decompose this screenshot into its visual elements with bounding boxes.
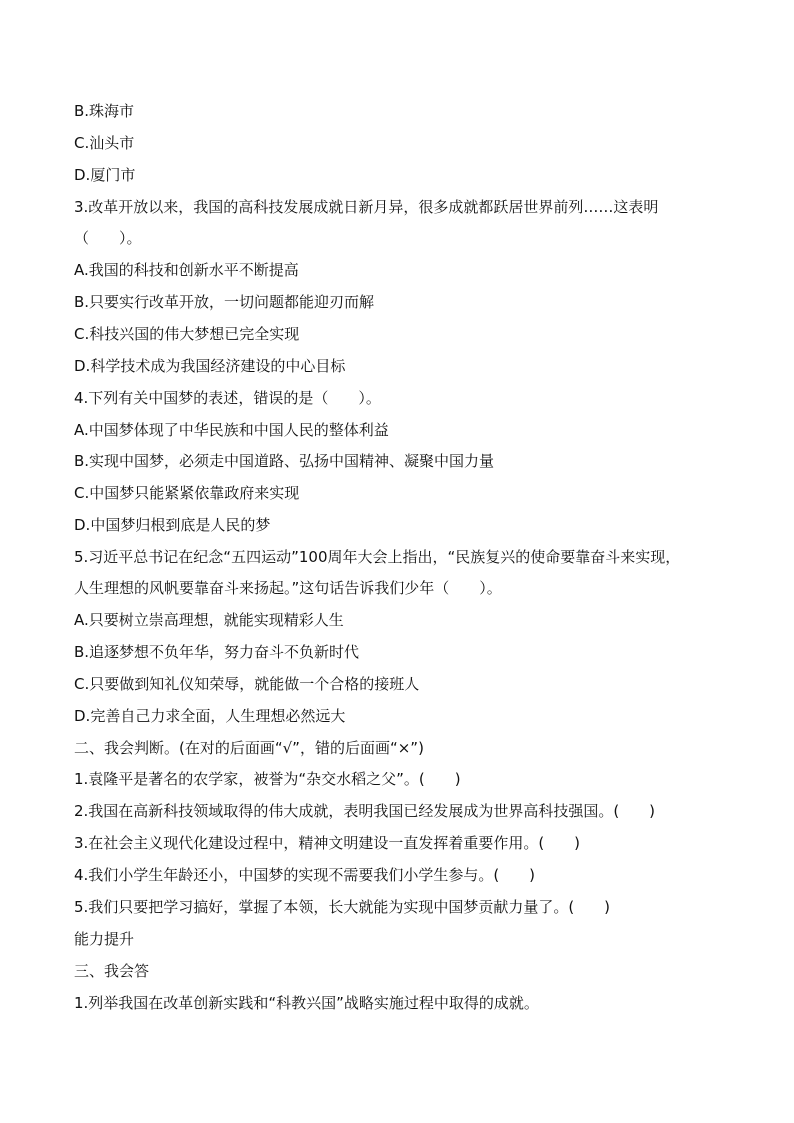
q5-option-a: A.只要树立崇高理想，就能实现精彩人生 xyxy=(74,611,344,629)
section-2-heading: 二、我会判断。(在对的后面画“√”，错的后面画“×”) xyxy=(74,739,424,757)
q4-option-b: B.实现中国梦，必须走中国道路、弘扬中国精神、凝聚中国力量 xyxy=(74,452,495,470)
q3-stem: 3.改革开放以来，我国的高科技发展成就日新月异，很多成就都跃居世界前列……这表明 xyxy=(74,198,659,216)
q4-stem: 4.下列有关中国梦的表述，错误的是（ ）。 xyxy=(74,389,381,407)
q2-option-c: C.汕头市 xyxy=(74,134,135,152)
q4-option-a: A.中国梦体现了中华民族和中国人民的整体利益 xyxy=(74,421,389,439)
q2-option-b: B.珠海市 xyxy=(74,102,135,120)
q3-option-d: D.科学技术成为我国经济建设的中心目标 xyxy=(74,357,346,375)
q4-option-c: C.中国梦只能紧紧依靠政府来实现 xyxy=(74,484,300,502)
q4-option-d: D.中国梦归根到底是人民的梦 xyxy=(74,516,271,534)
ability-heading: 能力提升 xyxy=(74,930,135,948)
q5-option-d: D.完善自己力求全面，人生理想必然远大 xyxy=(74,707,346,725)
q5-option-b: B.追逐梦想不负年华，努力奋斗不负新时代 xyxy=(74,643,360,661)
q5-option-c: C.只要做到知礼仪知荣辱，就能做一个合格的接班人 xyxy=(74,675,420,693)
judge-item-3: 3.在社会主义现代化建设过程中，精神文明建设一直发挥着重要作用。( ) xyxy=(74,834,581,852)
q2-option-d: D.厦门市 xyxy=(74,166,136,184)
q5-stem-cont: 人生理想的风帆要靠奋斗来扬起。”这句话告诉我们少年（ ）。 xyxy=(74,579,502,597)
q3-stem-blank: （ ）。 xyxy=(74,229,142,247)
judge-item-2: 2.我国在高新科技领域取得的伟大成就，表明我国已经发展成为世界高科技强国。( ) xyxy=(74,802,656,820)
q3-option-a: A.我国的科技和创新水平不断提高 xyxy=(74,261,299,279)
judge-item-5: 5.我们只要把学习搞好，掌握了本领，长大就能为实现中国梦贡献力量了。( ) xyxy=(74,898,611,916)
q3-option-c: C.科技兴国的伟大梦想已完全实现 xyxy=(74,325,300,343)
judge-item-1: 1.袁隆平是著名的农学家，被誉为“杂交水稻之父”。( ) xyxy=(74,770,461,788)
answer-q1: 1.列举我国在改革创新实践和“科教兴国”战略实施过程中取得的成就。 xyxy=(74,994,539,1012)
judge-item-4: 4.我们小学生年龄还小，中国梦的实现不需要我们小学生参与。( ) xyxy=(74,866,536,884)
q5-stem: 5.习近平总书记在纪念“五四运动”100周年大会上指出，“民族复兴的使命要靠奋斗来实现， xyxy=(74,548,681,566)
q3-option-b: B.只要实行改革开放，一切问题都能迎刃而解 xyxy=(74,293,375,311)
section-3-heading: 三、我会答 xyxy=(74,962,150,980)
